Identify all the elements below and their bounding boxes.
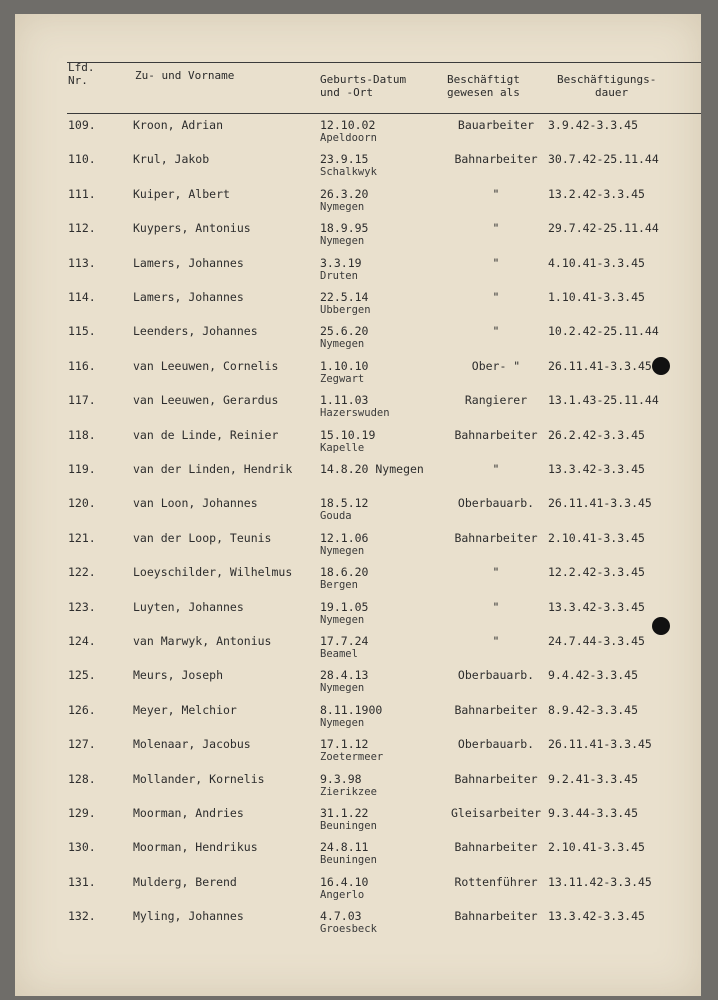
row-duration: 13.11.42-3.3.45	[548, 875, 652, 889]
header-nr: Lfd. Nr.	[68, 61, 95, 87]
row-birth-date: 22.5.14	[320, 290, 369, 304]
row-birth-date: 15.10.19	[320, 428, 376, 442]
row-number: 121.	[68, 531, 96, 545]
row-birth-date: 17.1.12	[320, 737, 369, 751]
row-birth-date: 24.8.11	[320, 840, 369, 854]
row-duration: 12.2.42-3.3.45	[548, 565, 645, 579]
row-birth-place: Nymegen	[320, 717, 365, 729]
row-birth-date: 14.8.20 Nymegen	[320, 462, 424, 476]
row-occupation: "	[492, 600, 500, 614]
row-number: 115.	[68, 324, 96, 338]
row-birth-place: Bergen	[320, 579, 358, 591]
row-name: Loeyschilder, Wilhelmus	[133, 565, 293, 579]
row-duration: 13.3.42-3.3.45	[548, 462, 645, 476]
row-birth-date: 28.4.13	[320, 668, 369, 682]
row-name: van Loon, Johannes	[133, 496, 258, 510]
row-birth-date: 12.1.06	[320, 531, 369, 545]
row-name: Luyten, Johannes	[133, 600, 244, 614]
row-occupation: Bahnarbeiter	[454, 152, 538, 166]
row-birth-date: 26.3.20	[320, 187, 369, 201]
row-birth-place: Beuningen	[320, 854, 377, 866]
row-duration: 26.2.42-3.3.45	[548, 428, 645, 442]
row-name: van Leeuwen, Cornelis	[133, 359, 279, 373]
row-occupation: "	[492, 634, 500, 648]
row-number: 112.	[68, 221, 96, 235]
row-name: van Leeuwen, Gerardus	[133, 393, 279, 407]
row-occupation: Oberbauarb.	[457, 737, 535, 751]
row-birth-date: 25.6.20	[320, 324, 369, 338]
row-occupation: "	[492, 256, 500, 270]
row-number: 109.	[68, 118, 96, 132]
row-number: 126.	[68, 703, 96, 717]
row-number: 125.	[68, 668, 96, 682]
row-number: 116.	[68, 359, 96, 373]
row-name: van der Loop, Teunis	[133, 531, 272, 545]
row-birth-place: Groesbeck	[320, 923, 377, 935]
row-duration: 30.7.42-25.11.44	[548, 152, 659, 166]
row-name: Meyer, Melchior	[133, 703, 237, 717]
row-birth-place: Nymegen	[320, 682, 365, 694]
row-number: 131.	[68, 875, 96, 889]
row-name: Kuypers, Antonius	[133, 221, 251, 235]
row-duration: 9.2.41-3.3.45	[548, 772, 639, 786]
row-name: Mollander, Kornelis	[133, 772, 265, 786]
row-birth-place: Kapelle	[320, 442, 365, 454]
row-occupation: Oberbauarb.	[457, 668, 535, 682]
row-birth-place: Zegwart	[320, 373, 365, 385]
row-name: Lamers, Johannes	[133, 290, 244, 304]
document-page	[15, 14, 701, 996]
row-number: 128.	[68, 772, 96, 786]
row-birth-place: Gouda	[320, 510, 352, 522]
row-birth-date: 19.1.05	[320, 600, 369, 614]
row-duration: 9.4.42-3.3.45	[548, 668, 639, 682]
row-number: 124.	[68, 634, 96, 648]
row-duration: 3.9.42-3.3.45	[548, 118, 639, 132]
row-name: Myling, Johannes	[133, 909, 244, 923]
row-birth-place: Druten	[320, 270, 358, 282]
row-birth-date: 3.3.19	[320, 256, 362, 270]
punch-hole-bottom	[652, 617, 670, 635]
row-name: Lamers, Johannes	[133, 256, 244, 270]
row-occupation: "	[492, 290, 500, 304]
header-name: Zu- und Vorname	[135, 69, 235, 82]
row-occupation: Bahnarbeiter	[454, 840, 538, 854]
row-number: 111.	[68, 187, 96, 201]
row-birth-date: 17.7.24	[320, 634, 369, 648]
row-birth-date: 18.5.12	[320, 496, 369, 510]
row-duration: 8.9.42-3.3.45	[548, 703, 639, 717]
row-occupation: Ober- "	[471, 359, 521, 373]
row-occupation: "	[492, 324, 500, 338]
header-bottom-rule	[67, 113, 701, 114]
row-birth-place: Hazerswuden	[320, 407, 390, 419]
row-occupation: "	[492, 565, 500, 579]
row-birth-date: 8.11.1900	[320, 703, 383, 717]
row-name: van Marwyk, Antonius	[133, 634, 272, 648]
row-number: 120.	[68, 496, 96, 510]
row-birth-date: 18.9.95	[320, 221, 369, 235]
row-duration: 26.11.41-3.3.45	[548, 359, 652, 373]
row-birth-place: Nymegen	[320, 614, 365, 626]
row-number: 110.	[68, 152, 96, 166]
row-birth-place: Angerlo	[320, 889, 365, 901]
punch-hole-top	[652, 357, 670, 375]
row-number: 130.	[68, 840, 96, 854]
row-name: Krul, Jakob	[133, 152, 210, 166]
row-birth-place: Beamel	[320, 648, 358, 660]
row-occupation: Bahnarbeiter	[454, 703, 538, 717]
row-duration: 29.7.42-25.11.44	[548, 221, 659, 235]
row-name: Mulderg, Berend	[133, 875, 237, 889]
row-birth-date: 1.11.03	[320, 393, 369, 407]
row-birth-place: Zierikzee	[320, 786, 377, 798]
row-name: Molenaar, Jacobus	[133, 737, 251, 751]
row-duration: 13.3.42-3.3.45	[548, 909, 645, 923]
row-duration: 24.7.44-3.3.45	[548, 634, 645, 648]
row-occupation: Bahnarbeiter	[454, 772, 538, 786]
row-occupation: Bahnarbeiter	[454, 428, 538, 442]
row-duration: 2.10.41-3.3.45	[548, 840, 645, 854]
row-birth-date: 9.3.98	[320, 772, 362, 786]
row-name: Moorman, Andries	[133, 806, 244, 820]
row-number: 123.	[68, 600, 96, 614]
row-name: van de Linde, Reinier	[133, 428, 279, 442]
header-top-rule	[67, 62, 701, 63]
row-birth-place: Nymegen	[320, 545, 365, 557]
row-name: Meurs, Joseph	[133, 668, 224, 682]
row-occupation: "	[492, 221, 500, 235]
row-occupation: Bahnarbeiter	[454, 909, 538, 923]
row-birth-date: 23.9.15	[320, 152, 369, 166]
row-birth-place: Nymegen	[320, 338, 365, 350]
row-birth-place: Zoetermeer	[320, 751, 384, 763]
row-birth-place: Beuningen	[320, 820, 377, 832]
row-duration: 9.3.44-3.3.45	[548, 806, 639, 820]
row-occupation: Gleisarbeiter	[450, 806, 541, 820]
row-number: 122.	[68, 565, 96, 579]
row-name: Moorman, Hendrikus	[133, 840, 258, 854]
row-birth-date: 31.1.22	[320, 806, 369, 820]
row-duration: 2.10.41-3.3.45	[548, 531, 645, 545]
row-number: 118.	[68, 428, 96, 442]
row-birth-place: Nymegen	[320, 235, 365, 247]
row-birth-place: Ubbergen	[320, 304, 371, 316]
row-number: 129.	[68, 806, 96, 820]
row-duration: 4.10.41-3.3.45	[548, 256, 645, 270]
row-name: van der Linden, Hendrik	[133, 462, 293, 476]
row-number: 127.	[68, 737, 96, 751]
row-occupation: Rangierer	[464, 393, 528, 407]
row-duration: 26.11.41-3.3.45	[548, 737, 652, 751]
row-number: 114.	[68, 290, 96, 304]
row-duration: 26.11.41-3.3.45	[548, 496, 652, 510]
row-name: Kroon, Adrian	[133, 118, 224, 132]
row-duration: 13.3.42-3.3.45	[548, 600, 645, 614]
row-name: Kuiper, Albert	[133, 187, 230, 201]
row-birth-date: 18.6.20	[320, 565, 369, 579]
row-birth-place: Schalkwyk	[320, 166, 377, 178]
row-name: Leenders, Johannes	[133, 324, 258, 338]
row-birth-date: 16.4.10	[320, 875, 369, 889]
row-number: 132.	[68, 909, 96, 923]
row-birth-date: 12.10.02	[320, 118, 376, 132]
row-number: 119.	[68, 462, 96, 476]
row-duration: 13.1.43-25.11.44	[548, 393, 659, 407]
row-occupation: "	[492, 187, 500, 201]
row-birth-place: Apeldoorn	[320, 132, 377, 144]
row-birth-date: 4.7.03	[320, 909, 362, 923]
row-occupation: Rottenführer	[454, 875, 538, 889]
row-birth-place: Nymegen	[320, 201, 365, 213]
row-number: 117.	[68, 393, 96, 407]
header-birth: Geburts-Datum und -Ort	[320, 73, 407, 99]
row-duration: 13.2.42-3.3.45	[548, 187, 645, 201]
row-number: 113.	[68, 256, 96, 270]
row-duration: 1.10.41-3.3.45	[548, 290, 645, 304]
header-job: Beschäftigt gewesen als	[447, 73, 520, 99]
header-duration: Beschäftigungs- dauer	[557, 73, 657, 99]
row-occupation: Bauarbeiter	[457, 118, 535, 132]
row-occupation: "	[492, 462, 500, 476]
row-birth-date: 1.10.10	[320, 359, 369, 373]
row-duration: 10.2.42-25.11.44	[548, 324, 659, 338]
row-occupation: Oberbauarb.	[457, 496, 535, 510]
row-occupation: Bahnarbeiter	[454, 531, 538, 545]
